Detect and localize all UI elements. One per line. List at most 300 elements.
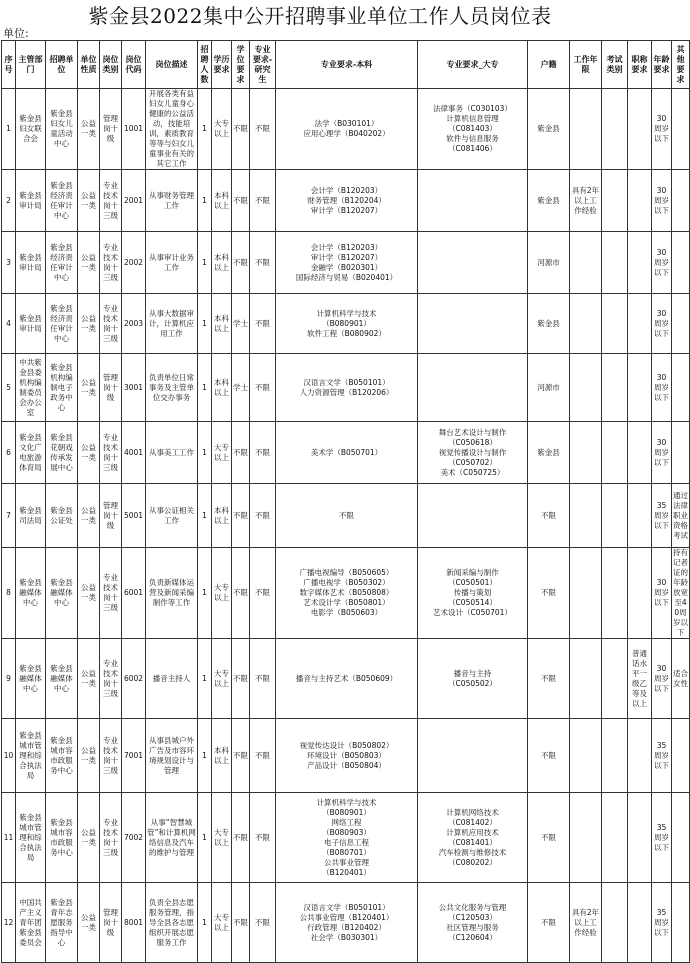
- unit-cell: 紫金县经济责任审计中心: [46, 232, 78, 294]
- degree-cell: 不限: [232, 484, 250, 548]
- count-cell: 1: [198, 170, 212, 232]
- seq-cell: 10: [2, 719, 16, 793]
- bachelor-line: 网络工程: [331, 817, 362, 827]
- bachelor-line: 国际经济与贸易（B020401）: [295, 272, 398, 282]
- exam-cell: [602, 422, 628, 484]
- dept-cell: 紫金县城市管理和综合执法局: [16, 793, 46, 883]
- desc-cell: 从事大数据审计，计算机应用工作: [146, 294, 198, 354]
- count-cell: 1: [198, 484, 212, 548]
- seq-cell: 4: [2, 294, 16, 354]
- dept-cell: 紫金县审计局: [16, 232, 46, 294]
- nature-cell: 公益一类: [78, 484, 100, 548]
- college-line: 汽车检测与维修技术: [438, 847, 507, 857]
- table-row: [2, 484, 690, 548]
- count-cell: 1: [198, 719, 212, 793]
- college-cell: [418, 883, 528, 963]
- college-line: 法律事务（C030103）: [433, 104, 512, 113]
- table-row: [2, 793, 690, 883]
- education-cell: 大专以上: [212, 89, 232, 170]
- bachelor-line: 视觉传达设计（B050802）: [299, 740, 394, 750]
- college-cell: [418, 294, 528, 354]
- bachelor-cell: [276, 484, 418, 548]
- code-cell: 8001: [122, 883, 146, 963]
- other-cell: [672, 422, 690, 484]
- header-cell: 专业要求-本科: [276, 41, 418, 89]
- category-cell: 管理岗十级: [100, 89, 122, 170]
- degree-cell: 不限: [232, 719, 250, 793]
- count-cell: 1: [198, 422, 212, 484]
- residence-cell: 不限: [528, 719, 570, 793]
- code-cell: 2003: [122, 294, 146, 354]
- residence-cell: 不限: [528, 883, 570, 963]
- bachelor-line: 电影学（B050603）: [310, 608, 383, 617]
- title-cell: [628, 170, 652, 232]
- dept-cell: 紫金县城市管理和综合执法局: [16, 719, 46, 793]
- degree-cell: 不限: [232, 793, 250, 883]
- unit-cell: 紫金县妇女儿童活动中心: [46, 89, 78, 170]
- dept-cell: 紫金县融媒体中心: [16, 548, 46, 639]
- college-line: 播音与主持: [453, 668, 492, 678]
- header-cell: 招聘单位: [46, 41, 78, 89]
- bachelor-cell: [276, 232, 418, 294]
- code-cell: 5001: [122, 484, 146, 548]
- years-cell: [570, 354, 602, 422]
- age-cell: 30周岁以下: [652, 89, 672, 170]
- page-title: 紫金县2022集中公开招聘事业单位工作人员岗位表: [88, 4, 552, 28]
- count-cell: 1: [198, 89, 212, 170]
- bachelor-cell: [276, 89, 418, 170]
- unit-cell: 紫金县机构编制电子政务中心: [46, 354, 78, 422]
- other-cell: [672, 170, 690, 232]
- years-cell: 具有2年以上工作经验: [570, 170, 602, 232]
- nature-cell: 公益一类: [78, 548, 100, 639]
- age-cell: 35周岁以下: [652, 883, 672, 963]
- exam-cell: [602, 639, 628, 719]
- bachelor-line: 计算机科学与技术: [316, 797, 377, 807]
- nature-cell: 公益一类: [78, 719, 100, 793]
- college-line: 舞台艺术设计与制作: [438, 427, 507, 437]
- college-cell: [418, 719, 528, 793]
- category-cell: 专业技术岗十三级: [100, 170, 122, 232]
- header-cell: 单位性质: [78, 41, 100, 89]
- residence-cell: 紫金县: [528, 422, 570, 484]
- bachelor-line: 公共事业管理: [324, 857, 369, 867]
- education-cell: 本科以上: [212, 354, 232, 422]
- desc-cell: 从事公证相关工作: [146, 484, 198, 548]
- unit-cell: 紫金县融媒体中心: [46, 639, 78, 719]
- header-cell: 主管部门: [16, 41, 46, 89]
- header-cell: 岗位代码: [122, 41, 146, 89]
- degree-cell: 不限: [232, 883, 250, 963]
- bachelor-cell: [276, 719, 418, 793]
- postgrad-cell: 不限: [250, 719, 276, 793]
- nature-cell: 公益一类: [78, 793, 100, 883]
- college-line: （C050514）: [448, 598, 497, 607]
- college-cell: [418, 422, 528, 484]
- category-cell: 专业技术岗十三级: [100, 294, 122, 354]
- category-cell: 专业技术岗十三级: [100, 232, 122, 294]
- years-cell: [570, 294, 602, 354]
- count-cell: 1: [198, 354, 212, 422]
- bachelor-line: 数字媒体艺术（B050808）: [299, 588, 394, 597]
- header-cell: 学历要求: [212, 41, 232, 89]
- seq-cell: 8: [2, 548, 16, 639]
- bachelor-line: 财务管理（B120204）: [307, 195, 386, 205]
- bachelor-line: 计算机科学与技术: [316, 308, 377, 318]
- college-line: （C080202）: [448, 857, 497, 867]
- header-cell: 专业要求_大专: [418, 41, 528, 89]
- bachelor-line: 广播电视学（B050302）: [303, 578, 390, 587]
- exam-cell: [602, 354, 628, 422]
- bachelor-line: 社会学（B030301）: [310, 932, 383, 942]
- count-cell: 1: [198, 883, 212, 963]
- seq-cell: 12: [2, 883, 16, 963]
- table-row: [2, 354, 690, 422]
- bachelor-line: 法学（B030101）: [314, 119, 379, 128]
- residence-cell: 河源市: [528, 354, 570, 422]
- nature-cell: 公益一类: [78, 883, 100, 963]
- bachelor-line: 环境设计（B050803）: [307, 750, 386, 760]
- college-line: （C120503）: [448, 912, 497, 922]
- degree-cell: 学士: [232, 354, 250, 422]
- age-cell: 30周岁以下: [652, 639, 672, 719]
- unit-cell: 紫金县城市容市政服务中心: [46, 719, 78, 793]
- bachelor-line: （B120401）: [322, 867, 371, 877]
- bachelor-line: 汉语言文学（B050101）: [303, 902, 390, 912]
- postgrad-cell: 不限: [250, 89, 276, 170]
- seq-cell: 1: [2, 89, 16, 170]
- dept-cell: 中共紫金县委机构编制委员会办公室: [16, 354, 46, 422]
- exam-cell: [602, 170, 628, 232]
- age-cell: 30周岁以下: [652, 548, 672, 639]
- nature-cell: 公益一类: [78, 232, 100, 294]
- degree-cell: 不限: [232, 232, 250, 294]
- table-row: [2, 89, 690, 170]
- category-cell: 专业技术岗十三级: [100, 793, 122, 883]
- nature-cell: 公益一类: [78, 170, 100, 232]
- college-line: （C120604）: [448, 932, 497, 942]
- positions-table: [1, 40, 690, 963]
- postgrad-cell: 不限: [250, 294, 276, 354]
- desc-cell: 从事审计业务工作: [146, 232, 198, 294]
- age-cell: 30周岁以下: [652, 294, 672, 354]
- title-cell: [628, 422, 652, 484]
- title-cell: [628, 719, 652, 793]
- unit-cell: 紫金县融媒体中心: [46, 548, 78, 639]
- bachelor-line: 会计学（B120203）: [310, 242, 383, 252]
- college-line: 艺术设计（C050701）: [433, 608, 512, 617]
- code-cell: 6001: [122, 548, 146, 639]
- years-cell: [570, 793, 602, 883]
- college-line: （C081406）: [448, 144, 497, 153]
- other-cell: [672, 719, 690, 793]
- bachelor-line: （B080901）: [322, 807, 371, 817]
- years-cell: [570, 232, 602, 294]
- desc-cell: 从事美工工作: [146, 422, 198, 484]
- education-cell: 本科以上: [212, 170, 232, 232]
- desc-cell: 从事县城户外广告及市容环境规划设计与管理: [146, 719, 198, 793]
- education-cell: 大专以上: [212, 548, 232, 639]
- bachelor-line: （B080701）: [322, 847, 371, 857]
- college-line: （C050618）: [448, 437, 497, 447]
- dept-cell: 紫金县审计局: [16, 170, 46, 232]
- title-cell: [628, 232, 652, 294]
- exam-cell: [602, 484, 628, 548]
- unit-cell: 紫金县经济责任审计中心: [46, 294, 78, 354]
- title-cell: [628, 793, 652, 883]
- college-cell: [418, 170, 528, 232]
- education-cell: 本科以上: [212, 294, 232, 354]
- desc-cell: 负责新媒体运营及新闻采编制作等工作: [146, 548, 198, 639]
- college-line: （C050502）: [448, 678, 497, 688]
- title-cell: [628, 354, 652, 422]
- table-row: [2, 170, 690, 232]
- bachelor-cell: [276, 422, 418, 484]
- postgrad-cell: 不限: [250, 793, 276, 883]
- degree-cell: 不限: [232, 639, 250, 719]
- age-cell: 30周岁以下: [652, 422, 672, 484]
- degree-cell: 不限: [232, 170, 250, 232]
- category-cell: 管理岗十级: [100, 354, 122, 422]
- unit-cell: 紫金县公证处: [46, 484, 78, 548]
- nature-cell: 公益一类: [78, 354, 100, 422]
- education-cell: 本科以上: [212, 484, 232, 548]
- age-cell: 35周岁以下: [652, 484, 672, 548]
- dept-cell: 紫金县融媒体中心: [16, 639, 46, 719]
- bachelor-line: 美术学（B050701）: [310, 447, 383, 457]
- postgrad-cell: 不限: [250, 548, 276, 639]
- count-cell: 1: [198, 294, 212, 354]
- residence-cell: 不限: [528, 484, 570, 548]
- postgrad-cell: 不限: [250, 422, 276, 484]
- header-row: [2, 41, 690, 89]
- exam-cell: [602, 89, 628, 170]
- code-cell: 4001: [122, 422, 146, 484]
- college-line: （C081401）: [448, 837, 497, 847]
- other-cell: 适合女性: [672, 639, 690, 719]
- college-line: 视觉传播设计与制作: [438, 447, 507, 457]
- code-cell: 6002: [122, 639, 146, 719]
- count-cell: 1: [198, 232, 212, 294]
- header-cell: 其他要求: [672, 41, 690, 89]
- bachelor-line: 艺术设计学（B050801）: [303, 598, 390, 607]
- postgrad-cell: 不限: [250, 354, 276, 422]
- nature-cell: 公益一类: [78, 639, 100, 719]
- seq-cell: 3: [2, 232, 16, 294]
- college-cell: [418, 484, 528, 548]
- title-cell: [628, 548, 652, 639]
- bachelor-line: 广播电视编导（B050605）: [299, 568, 394, 577]
- bachelor-line: 产品设计（B050804）: [307, 760, 386, 770]
- education-cell: 大专以上: [212, 883, 232, 963]
- bachelor-line: 金融学（B020301）: [310, 262, 383, 272]
- other-cell: [672, 232, 690, 294]
- table-row: [2, 883, 690, 963]
- count-cell: 1: [198, 548, 212, 639]
- college-line: 计算机信息管理: [446, 114, 499, 123]
- unit-cell: 紫金县花朝戏传承发展中心: [46, 422, 78, 484]
- desc-cell: 从事财务管理工作: [146, 170, 198, 232]
- header-cell: 工作年限: [570, 41, 602, 89]
- desc-cell: 开展各类有益妇女儿童身心健康的公益活动，技能培训，素质教育等等与妇女儿童事业有关的其它工作: [146, 89, 198, 170]
- title-cell: [628, 883, 652, 963]
- unit-label: 单位:: [3, 27, 29, 40]
- postgrad-cell: 不限: [250, 170, 276, 232]
- bachelor-cell: [276, 170, 418, 232]
- degree-cell: 不限: [232, 89, 250, 170]
- title-cell: 普通话水平一级乙等及以上: [628, 639, 652, 719]
- bachelor-line: 审计学（B120207）: [310, 252, 383, 262]
- category-cell: 专业技术岗十三级: [100, 719, 122, 793]
- college-line: 社区管理与服务: [446, 922, 499, 932]
- category-cell: 管理岗十级: [100, 883, 122, 963]
- seq-cell: 2: [2, 170, 16, 232]
- table-row: [2, 422, 690, 484]
- bachelor-cell: [276, 294, 418, 354]
- college-line: 传播与策划: [453, 588, 492, 597]
- exam-cell: [602, 719, 628, 793]
- years-cell: [570, 89, 602, 170]
- header-cell: 专业要求-研究生: [250, 41, 276, 89]
- education-cell: 本科以上: [212, 719, 232, 793]
- college-cell: [418, 548, 528, 639]
- header-cell: 学位要求: [232, 41, 250, 89]
- desc-cell: 从事“智慧城管”和计算机网络信息及汽车的维护与管理: [146, 793, 198, 883]
- years-cell: [570, 422, 602, 484]
- bachelor-line: 会计学（B120203）: [310, 185, 383, 195]
- bachelor-line: （B080903）: [322, 827, 371, 837]
- code-cell: 3001: [122, 354, 146, 422]
- header-cell: 招聘人数: [198, 41, 212, 89]
- exam-cell: [602, 883, 628, 963]
- code-cell: 2001: [122, 170, 146, 232]
- education-cell: 本科以上: [212, 232, 232, 294]
- dept-cell: 紫金县司法局: [16, 484, 46, 548]
- bachelor-line: 人力资源管理（B120206）: [299, 387, 394, 397]
- age-cell: 30周岁以下: [652, 232, 672, 294]
- bachelor-line: 不限: [339, 510, 354, 520]
- residence-cell: 不限: [528, 793, 570, 883]
- residence-cell: 紫金县: [528, 89, 570, 170]
- table-row: [2, 294, 690, 354]
- other-cell: 持有记者证的年龄放宽至40周岁以下: [673, 548, 688, 637]
- nature-cell: 公益一类: [78, 89, 100, 170]
- education-cell: 大专以上: [212, 422, 232, 484]
- title-cell: [628, 484, 652, 548]
- bachelor-cell: [276, 639, 418, 719]
- years-cell: [570, 639, 602, 719]
- residence-cell: 河源市: [528, 232, 570, 294]
- college-line: 软件与信息服务: [446, 134, 499, 143]
- table-row: [2, 719, 690, 793]
- years-cell: [570, 548, 602, 639]
- college-cell: [418, 639, 528, 719]
- code-cell: 1001: [122, 89, 146, 170]
- header-cell: 序号: [2, 41, 16, 89]
- bachelor-line: 应用心理学（B040202）: [303, 129, 390, 138]
- seq-cell: 7: [2, 484, 16, 548]
- other-cell: [672, 294, 690, 354]
- unit-cell: 紫金县青年志愿服务指导中心: [46, 883, 78, 963]
- header-cell: 职称要求: [628, 41, 652, 89]
- bachelor-line: 审计学（B120207）: [310, 205, 383, 215]
- age-cell: 30周岁以下: [652, 354, 672, 422]
- college-line: 计算机应用技术: [446, 827, 499, 837]
- postgrad-cell: 不限: [250, 639, 276, 719]
- category-cell: 专业技术岗十三级: [100, 422, 122, 484]
- age-cell: 35周岁以下: [652, 719, 672, 793]
- bachelor-line: 电子信息工程: [324, 837, 369, 847]
- header-cell: 岗位描述: [146, 41, 198, 89]
- category-cell: 管理岗十级: [100, 484, 122, 548]
- other-cell: [672, 883, 690, 963]
- residence-cell: 不限: [528, 639, 570, 719]
- count-cell: 1: [198, 639, 212, 719]
- college-line: （C050501）: [448, 578, 497, 587]
- title-cell: [628, 294, 652, 354]
- header-cell: 年龄要求: [652, 41, 672, 89]
- postgrad-cell: 不限: [250, 883, 276, 963]
- unit-cell: 紫金县经济责任审计中心: [46, 170, 78, 232]
- bachelor-line: 软件工程（B080902）: [307, 328, 386, 338]
- college-cell: [418, 354, 528, 422]
- code-cell: 7001: [122, 719, 146, 793]
- college-line: 美术（C050725）: [440, 467, 505, 477]
- seq-cell: 11: [2, 793, 16, 883]
- bachelor-line: 公共事业管理（B120401）: [299, 912, 394, 922]
- dept-cell: 紫金县妇女联合会: [16, 89, 46, 170]
- postgrad-cell: 不限: [250, 484, 276, 548]
- college-line: 计算机网络技术: [446, 807, 499, 817]
- residence-cell: 紫金县: [528, 170, 570, 232]
- years-cell: [570, 484, 602, 548]
- age-cell: 35周岁以下: [652, 793, 672, 883]
- code-cell: 7002: [122, 793, 146, 883]
- degree-cell: 不限: [232, 422, 250, 484]
- bachelor-line: （B080901）: [322, 318, 371, 328]
- postgrad-cell: 不限: [250, 232, 276, 294]
- table-row: [2, 548, 690, 639]
- seq-cell: 9: [2, 639, 16, 719]
- college-line: （C050702）: [448, 457, 497, 467]
- exam-cell: [602, 294, 628, 354]
- education-cell: 大专以上: [212, 793, 232, 883]
- residence-cell: 紫金县: [528, 294, 570, 354]
- bachelor-line: 播音与主持艺术（B050609）: [295, 673, 398, 683]
- bachelor-cell: [276, 793, 418, 883]
- desc-cell: 播音主持人: [146, 639, 198, 719]
- header-cell: 考试类别: [602, 41, 628, 89]
- bachelor-line: 汉语言文学（B050101）: [303, 377, 390, 387]
- header-cell: 岗位类别: [100, 41, 122, 89]
- bachelor-line: 行政管理（B120402）: [307, 922, 386, 932]
- desc-cell: 负责单位日常事务及主管单位交办事务: [146, 354, 198, 422]
- table-row: [2, 232, 690, 294]
- college-cell: [418, 793, 528, 883]
- other-cell: [672, 89, 690, 170]
- count-cell: 1: [198, 793, 212, 883]
- nature-cell: 公益一类: [78, 294, 100, 354]
- years-cell: 具有2年以上工作经验: [570, 883, 602, 963]
- college-cell: [418, 232, 528, 294]
- unit-cell: 紫金县城市容市政服务中心: [46, 793, 78, 883]
- category-cell: 专业技术岗十三级: [100, 548, 122, 639]
- exam-cell: [602, 548, 628, 639]
- dept-cell: 紫金县审计局: [16, 294, 46, 354]
- college-line: 公共文化服务与管理: [438, 902, 507, 912]
- category-cell: 专业技术岗十三级: [100, 639, 122, 719]
- degree-cell: 学士: [232, 294, 250, 354]
